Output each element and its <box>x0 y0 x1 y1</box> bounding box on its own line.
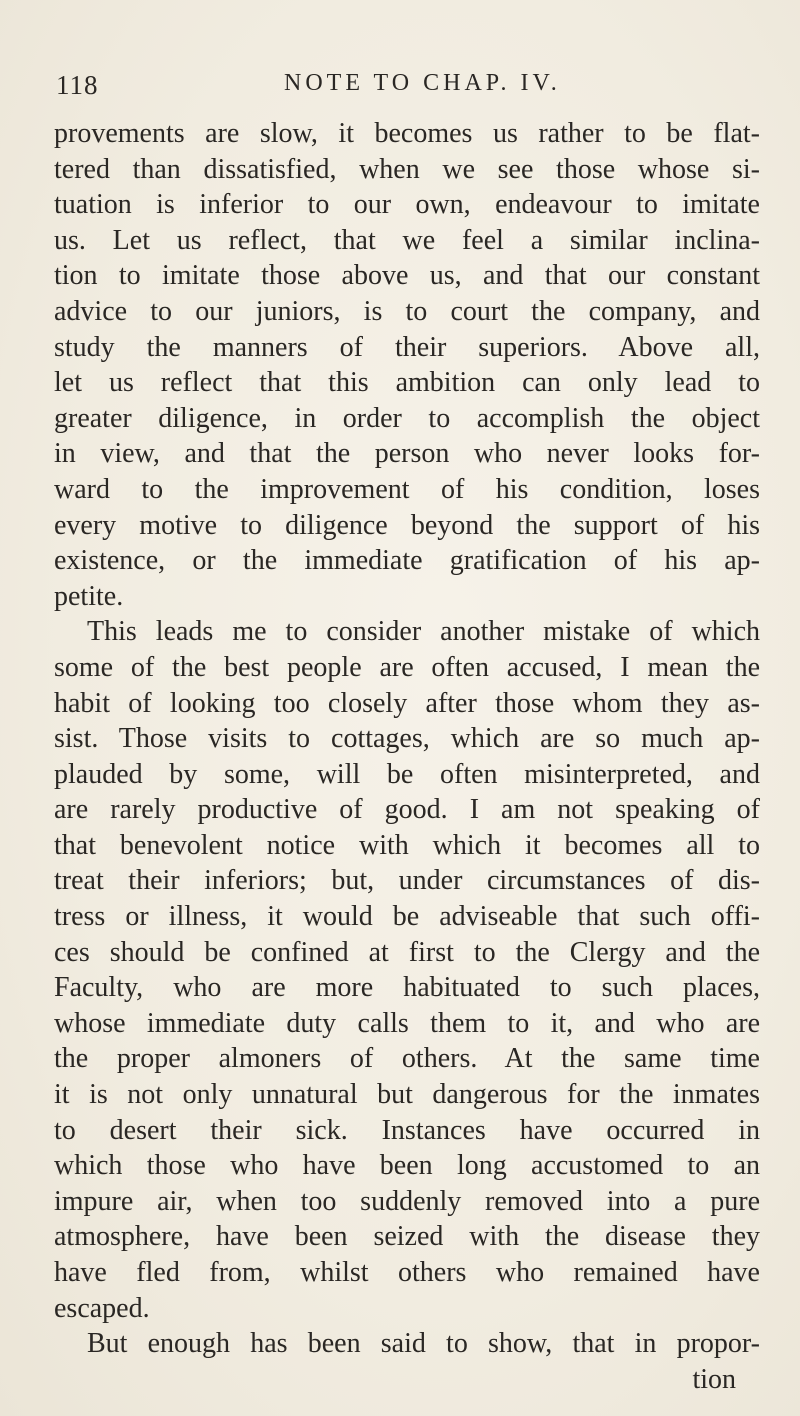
text-line: existence, or the immediate gratification of his ap- <box>54 545 760 577</box>
text-line: tered than dissatisfied, when we see those whose si- <box>54 153 760 185</box>
text-line: the proper almoners of others. At the same time <box>54 1043 760 1075</box>
text-line: whose immediate duty calls them to it, and who are <box>54 1007 760 1039</box>
text-line: it is not only unnatural but dangerous for the inmates <box>54 1079 760 1111</box>
body-text <box>54 116 760 1397</box>
text-line: sist. Those visits to cottages, which are so much ap- <box>54 723 760 755</box>
text-line: every motive to diligence beyond the support of his <box>54 509 760 541</box>
paragraph-start: This leads me to consider another mistake of which <box>87 616 760 648</box>
text-line: have fled from, whilst others who remained have <box>54 1257 760 1288</box>
text-line: atmosphere, have been seized with the disease they <box>54 1221 760 1253</box>
running-head: NOTE TO CHAP. IV. <box>284 70 561 96</box>
text-line: impure air, when too suddenly removed into a pure <box>54 1185 760 1217</box>
text-line: are rarely productive of good. I am not speaking of <box>54 794 760 826</box>
text-line: ces should be confined at first to the Clergy and the <box>54 936 760 968</box>
text-line: in view, and that the person who never looks for- <box>54 438 760 470</box>
text-line: study the manners of their superiors. Above all, <box>54 331 760 363</box>
text-line: us. Let us reflect, that we feel a similar inclina- <box>54 224 760 256</box>
text-line: that benevolent notice with which it becomes all to <box>54 829 760 861</box>
text-line: treat their inferiors; but, under circumstances of dis- <box>54 865 760 897</box>
text-line: let us reflect that this ambition can only lead to <box>54 367 760 399</box>
text-line: habit of looking too closely after those whom they as- <box>54 687 760 719</box>
text-line: petite. <box>54 580 124 612</box>
text-line: escaped. <box>54 1292 150 1324</box>
text-line: plauded by some, will be often misinterpreted, and <box>54 758 760 790</box>
paragraph-start: But enough has been said to show, that in propor- <box>87 1328 760 1360</box>
text-line: which those who have been long accustomed to an <box>54 1150 760 1182</box>
text-line: greater diligence, in order to accomplish the object <box>54 402 760 434</box>
text-line: advice to our juniors, is to court the company, and <box>54 295 760 327</box>
text-line: tress or illness, it would be adviseable that such offi- <box>54 901 760 933</box>
text-line: provements are slow, it becomes us rather to be flat- <box>54 118 760 149</box>
text-line: ward to the improvement of his condition, loses <box>54 473 760 505</box>
text-line: tion to imitate those above us, and that our constant <box>54 260 760 292</box>
catchword: tion <box>692 1363 736 1395</box>
text-line: some of the best people are often accused, I mean the <box>54 651 760 683</box>
text-line: tuation is inferior to our own, endeavour to imitate <box>54 189 760 221</box>
text-line: to desert their sick. Instances have occurred in <box>54 1114 760 1146</box>
page-number: 118 <box>56 70 99 100</box>
text-line: Faculty, who are more habituated to such places, <box>54 972 760 1004</box>
page-header <box>56 62 756 102</box>
